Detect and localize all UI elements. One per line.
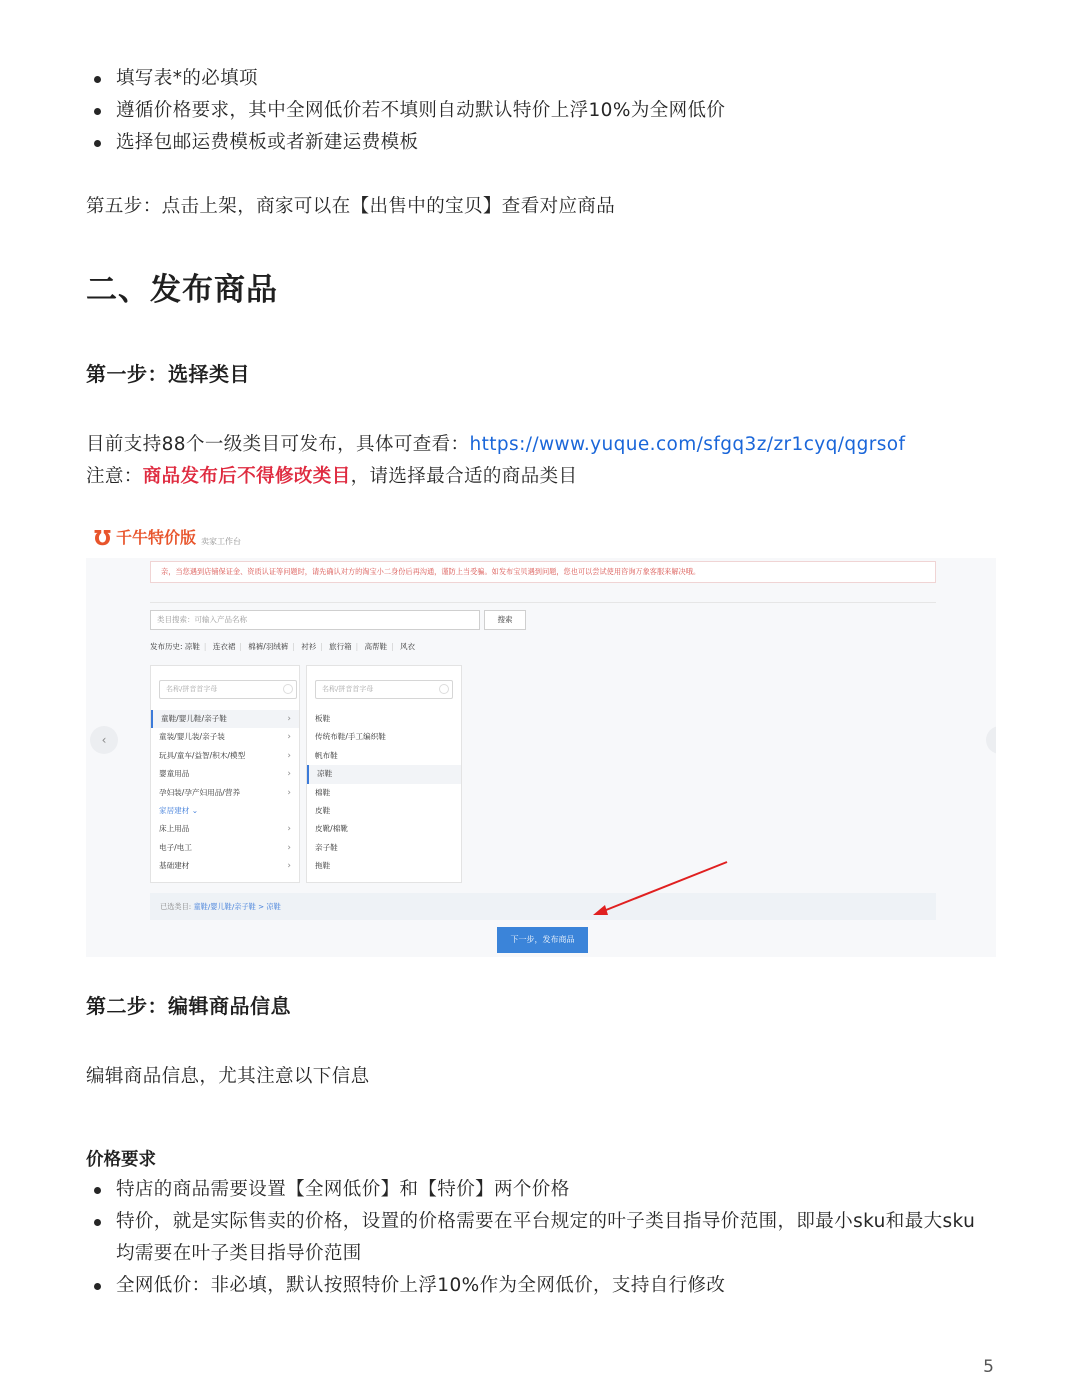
step2-heading: 第二步：编辑商品信息	[86, 994, 291, 1018]
category-item[interactable]: 孕妇装/孕产妇用品/营养 ›	[159, 787, 291, 798]
level1-filter-placeholder: 名称/拼音首字母	[166, 685, 218, 693]
step5-text: 第五步：点击上架，商家可以在【出售中的宝贝】查看对应商品	[86, 196, 616, 217]
app-logo-text: 千牛特价版	[116, 528, 197, 547]
category-group-header[interactable]: 家居建材 ⌄	[159, 805, 199, 815]
chevron-down-icon: ⌄	[191, 805, 199, 815]
step2-text: 编辑商品信息，尤其注意以下信息	[86, 1066, 370, 1087]
note-prefix: 注意：	[86, 466, 143, 487]
category-item[interactable]: 传统布鞋/手工编织鞋	[315, 732, 386, 742]
list-item: 特店的商品需要设置【全网低价】和【特价】两个价格	[88, 1174, 988, 1206]
search-button[interactable]: 搜索	[484, 610, 526, 630]
category-item[interactable]: 皮靴/棉靴	[315, 824, 348, 834]
step4-bullet-list	[88, 63, 725, 159]
support-paragraph	[86, 429, 905, 461]
qianniu-logo-icon: Ʊ	[94, 526, 112, 550]
category-item[interactable]: 童鞋/婴儿鞋/亲子鞋 ›	[151, 710, 299, 728]
history-item[interactable]: 凉鞋	[184, 642, 200, 651]
category-item[interactable]: 亲子鞋	[315, 842, 338, 852]
selected-path: 童鞋/婴儿鞋/亲子鞋 > 凉鞋	[193, 902, 281, 911]
selected-label: 已选类目:	[160, 902, 192, 911]
category-item[interactable]: 基础建材 ›	[159, 861, 291, 872]
list-item: 遵循价格要求，其中全网低价若不填则自动默认特价上浮10%为全网低价	[88, 95, 725, 127]
support-text: 目前支持88个一级类目可发布，具体可查看：	[86, 434, 470, 455]
notice-banner: 亲，当您遇到店铺保证金、资质认证等问题时，请先确认对方的淘宝小二身份后再沟通，谨防上当受骗。如发布宝贝遇到问题，您也可以尝试使用咨询万象客服来解决哦。	[150, 561, 936, 583]
note-suffix: ，请选择最合适的商品类目	[350, 466, 578, 487]
category-item[interactable]: 电子/电工 ›	[159, 842, 291, 853]
category-item[interactable]: 童装/婴儿装/亲子装 ›	[159, 732, 291, 743]
category-item[interactable]: 拖鞋	[315, 861, 331, 871]
category-item[interactable]: 皮鞋	[315, 805, 331, 815]
history-label: 发布历史:	[150, 642, 183, 651]
price-heading: 价格要求	[86, 1150, 156, 1170]
support-link[interactable]: https://www.yuque.com/sfgq3z/zr1cyq/qgrsof	[469, 434, 906, 455]
history-item[interactable]: 连衣裙	[212, 642, 236, 651]
list-item: 填写表*的必填项	[88, 63, 725, 95]
history-item[interactable]: 高帮鞋	[364, 642, 388, 651]
category-item[interactable]: 婴童用品 ›	[159, 769, 291, 780]
category-item[interactable]: 帆布鞋	[315, 750, 338, 760]
carousel-prev-button[interactable]: ‹	[90, 726, 118, 754]
list-item: 选择包邮运费模板或者新建运费模板	[88, 127, 725, 159]
category-item-selected[interactable]: 凉鞋	[307, 765, 461, 783]
publish-history: 发布历史: 凉鞋 | 连衣裙 | 棉裤/羽绒裤 | 衬衫 | 旅行箱 | 高帮鞋 | 风衣	[150, 642, 415, 651]
history-item[interactable]: 风衣	[399, 642, 415, 651]
section-heading: 二、发布商品	[86, 272, 278, 308]
level2-filter-placeholder: 名称/拼音首字母	[322, 685, 374, 693]
next-publish-button[interactable]: 下一步，发布商品	[497, 927, 588, 953]
history-item[interactable]: 衬衫	[301, 642, 317, 651]
category-item[interactable]: 床上用品 ›	[159, 824, 291, 835]
history-item[interactable]: 旅行箱	[329, 642, 352, 651]
category-search-input[interactable]: 类目搜索：可输入产品名称	[150, 610, 480, 630]
category-item[interactable]: 板鞋	[315, 714, 331, 723]
category-selection-screenshot	[86, 513, 996, 957]
category-item[interactable]: 棉鞋	[315, 787, 331, 797]
history-item[interactable]: 棉裤/羽绒裤	[248, 642, 289, 651]
page-number: 5	[983, 1357, 994, 1377]
note-paragraph	[86, 461, 577, 493]
step1-heading: 第一步：选择类目	[86, 362, 250, 386]
red-annotation-arrow-icon	[86, 513, 996, 957]
list-item: 特价，就是实际售卖的价格，设置的价格需要在平台规定的叶子类目指导价范围，即最小sku和最大sku均需要在叶子类目指导价范围	[88, 1206, 976, 1270]
app-logo-subtitle: 卖家工作台	[201, 537, 241, 546]
category-item[interactable]: 玩具/童车/益智/积木/模型 ›	[159, 750, 291, 761]
list-item: 全网低价：非必填，默认按照特价上浮10%作为全网低价，支持自行修改	[88, 1270, 988, 1302]
price-bullet-list	[88, 1174, 988, 1302]
note-warning: 商品发布后不得修改类目	[142, 466, 351, 487]
